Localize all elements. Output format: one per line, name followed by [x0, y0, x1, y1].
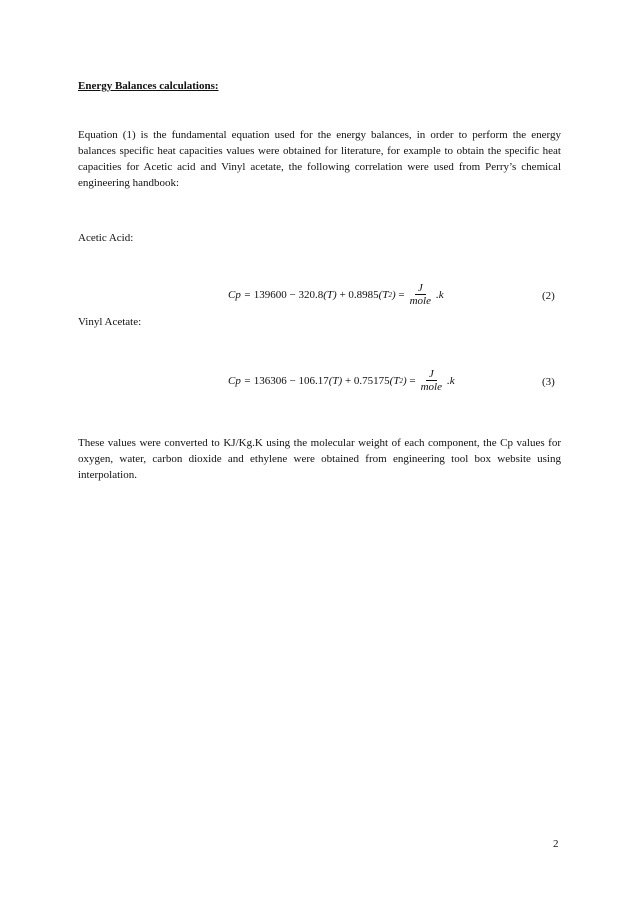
- eq3-c2: 0.75175: [353, 374, 390, 387]
- equation-3-number: (3): [542, 376, 555, 388]
- eq2-numerator: J: [415, 282, 426, 295]
- conversion-paragraph: These values were converted to KJ/Kg.K using the molecular weight of each component, the Cp values for oxygen, water, carbon dioxide and ethylene were obtained from engineering tool box website using interpolation.: [78, 437, 561, 481]
- eq3-t1: (T): [328, 374, 343, 387]
- vinyl-acetate-label: Vinyl Acetate:: [78, 316, 142, 328]
- eq3-t2-exp: 2: [399, 376, 403, 385]
- eq3-op1: −: [289, 374, 296, 387]
- eq2-op2: +: [339, 288, 346, 301]
- eq3-fraction: [418, 368, 445, 393]
- equation-2: Cp = 139600 − 320.8 (T) + 0.8985 (T 2 ) = $\frac{J}{\text{mole}}$ .k: [228, 282, 444, 307]
- eq3-op2: +: [344, 374, 352, 387]
- eq2-c1: 320.8: [298, 288, 324, 301]
- eq2-op1: −: [289, 288, 296, 301]
- eq3-unit: .k: [446, 374, 455, 387]
- equation-2-number: (2): [542, 290, 555, 302]
- equation-3: Cp = 136306 − 106.17 (T) + 0.75175 (T 2 ) = $\frac{J}{\text{mole}}$ .k: [228, 368, 455, 393]
- eq2-c0: 139600: [253, 288, 287, 301]
- eq2-t2-exp: 2: [388, 290, 392, 299]
- eq3-t2-open: (T: [389, 374, 400, 387]
- eq3-c0: 136306: [253, 374, 287, 387]
- eq3-denominator: mole: [420, 381, 442, 393]
- eq3-t2-close: ): [402, 374, 407, 387]
- section-heading: Energy Balances calculations:: [78, 80, 219, 92]
- eq2-c2: 0.8985: [348, 288, 379, 301]
- eq2-t2-close: ): [391, 288, 396, 301]
- acetic-acid-label: Acetic Acid:: [78, 232, 134, 244]
- eq3-numerator: J: [426, 368, 437, 381]
- eq2-denominator: mole: [409, 295, 431, 307]
- eq3-c1: 106.17: [298, 374, 329, 387]
- intro-paragraph: Equation (1) is the fundamental equation used for the energy balances, in order to perform the energy balances specific heat capacities values were obtained for literature, for example to obtain the specific heat capacities for Acetic acid and Vinyl acetate, the following correlation were used from Perry’s chemical engineering handbook:: [78, 129, 561, 189]
- page-number: 2: [553, 838, 559, 850]
- eq3-lhs: Cp: [228, 374, 241, 387]
- eq2-t1: (T): [323, 288, 337, 301]
- eq2-equals: =: [398, 288, 405, 301]
- eq2-t2-open: (T: [378, 288, 389, 301]
- eq2-fraction: [407, 282, 434, 307]
- eq2-unit: .k: [435, 288, 444, 301]
- eq2-lhs: Cp: [228, 288, 241, 301]
- eq3-equals: =: [409, 374, 416, 387]
